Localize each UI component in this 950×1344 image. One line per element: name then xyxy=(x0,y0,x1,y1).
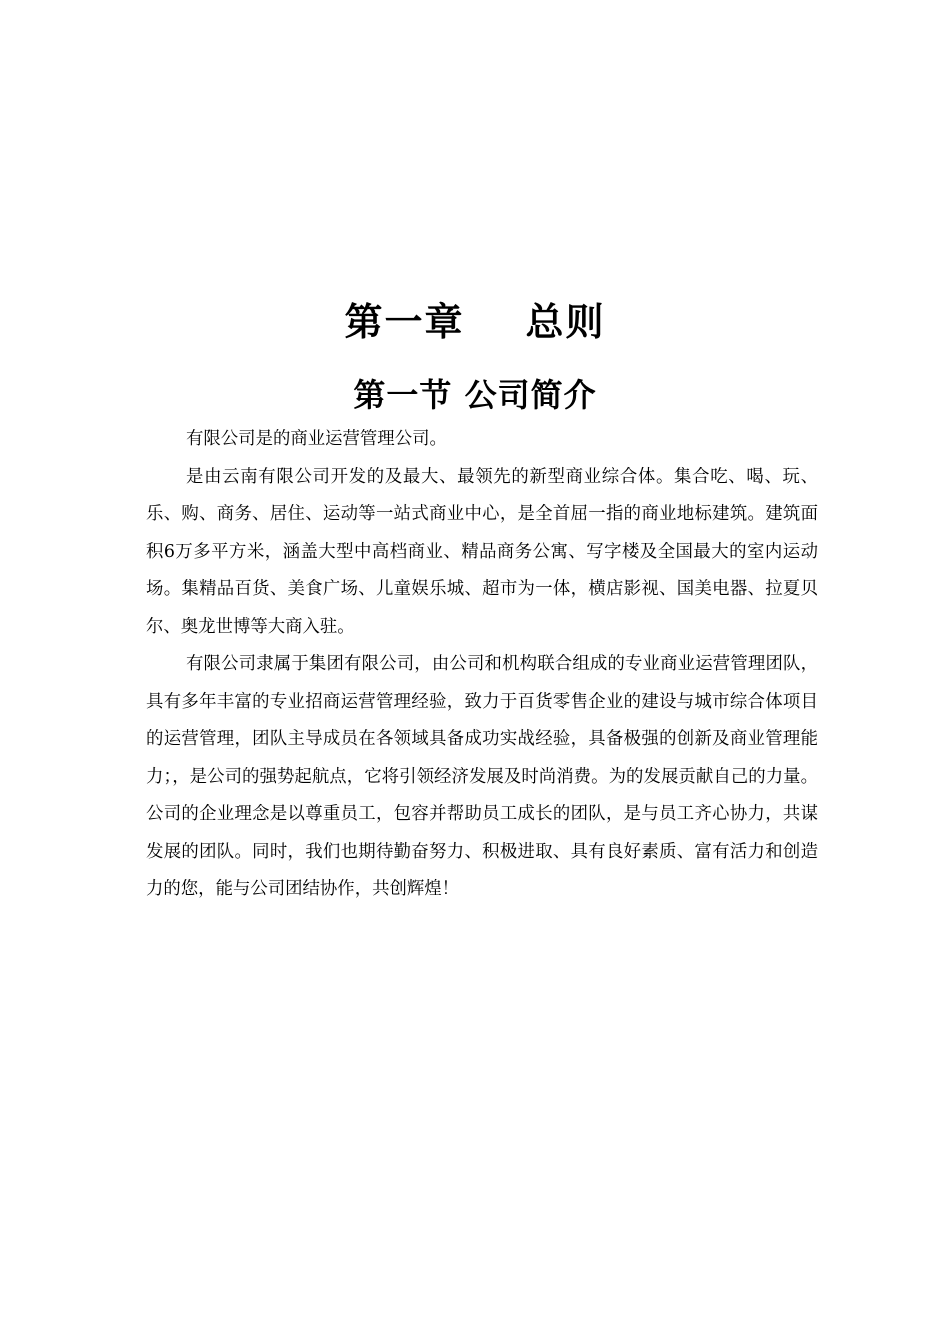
paragraph-intro: 有限公司是的商业运营管理公司。 xyxy=(186,429,447,449)
section-title: 第一节 公司简介 xyxy=(353,376,597,414)
paragraph-company: 有限公司隶属于集团有限公司，由公司和机构联合组成的专业商业运营管理团队，具有多年丰富的专业招商运营管理经验，致力于百货零售企业的建设与城市综合体项目的运营管理，团队主导成员在各领域具备成功实战经验，具备极强的创新及商业管理能力；，是公司的强势起航点，它将引领经济发展及时尚消费。为的发展贡献自己的力量。公司的企业理念是以尊重员工，包容并帮助员工成长的团队，是与员工齐心协力，共谋发展的团队。同时，我们也期待勤奋努力、积极进取、具有良好素质、富有活力和创造力的您，能与公司团结协作，共创辉煌！ xyxy=(146,654,818,899)
chapter-title: 第一章 总则 xyxy=(344,299,606,344)
body-text xyxy=(146,421,818,909)
paragraph-complex: 是由云南有限公司开发的及最大、最领先的新型商业综合体。集合吃、喝、玩、乐、购、商务、居住、运动等一站式商业中心，是全首屈一指的商业地标建筑。建筑面积6万多平方米，涵盖大型中高档商业、精品商务公寓、写字楼及全国最大的室内运动场。集精品百货、美食广场、儿童娱乐城、超市为一体，横店影视、国美电器、拉夏贝尔、奥龙世博等大商入驻。 xyxy=(146,466,818,637)
